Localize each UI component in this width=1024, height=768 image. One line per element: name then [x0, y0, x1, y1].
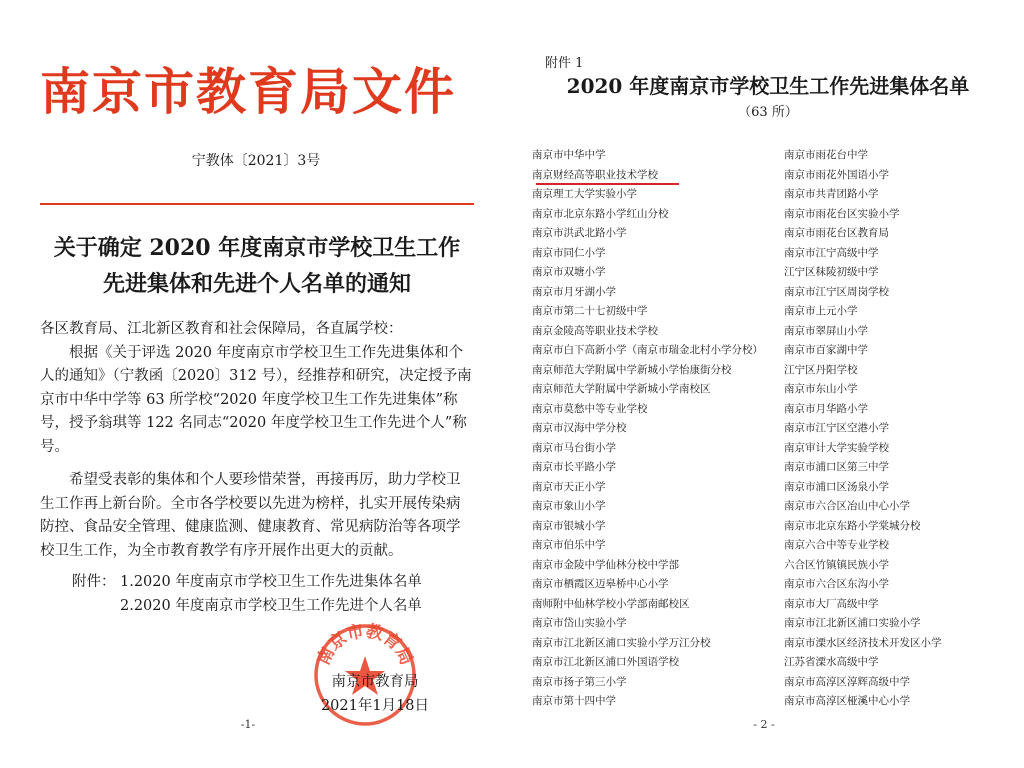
- school-list-item: 南京市同仁小学: [532, 246, 606, 259]
- school-count: （63 所）: [738, 105, 798, 120]
- school-list-item: 南京六合中等专业学校: [784, 539, 889, 551]
- attachment-list: [72, 570, 492, 618]
- school-list-item: 南京市第二十七初级中学: [532, 305, 648, 317]
- body-paragraph-2: 希望受表彰的集体和个人要珍惜荣誉，再接再厉，助力学校卫生工作再上新台阶。全市各学校要以先进为榜样，扎实开展传染病防控、食品安全管理、健康监测、健康教育、常见病防治等各项学校卫生工作，为全市教育教学有序开展作出更大的贡献。: [40, 472, 461, 559]
- school-list-right-column: [784, 146, 1024, 712]
- school-list-item: 六合区竹镇镇民族小学: [784, 558, 889, 571]
- signing-date: 2021年1月18日: [320, 698, 430, 714]
- notice-body: [40, 318, 474, 563]
- school-list-item: 南京财经高等职业技术学校: [532, 168, 658, 181]
- attachment-item-2: 2.2020 年度南京市学校卫生工作先进个人名单: [120, 598, 422, 614]
- school-list-item: 南京市伯乐中学: [532, 539, 606, 551]
- school-list-item: 南京市高淳区淳辉高级中学: [784, 675, 910, 688]
- school-list-item: 南京市浦口区汤泉小学: [784, 480, 889, 493]
- school-list-item: 南京市翠屏山小学: [784, 324, 868, 337]
- school-list-item: 南京市月华路小学: [784, 402, 868, 415]
- school-list-item: 南京市江宁高级中学: [784, 246, 879, 259]
- school-list-item: 南京市双塘小学: [532, 266, 606, 278]
- school-list-item: 南京市莫愁中等专业学校: [532, 402, 648, 415]
- school-list-item: 南京市白下高新小学（南京市瑞金北村小学分校）: [532, 344, 763, 356]
- school-list-item: 南师附中仙林学校小学部南邮校区: [532, 597, 690, 610]
- school-list-item: 南京市浦口区第三中学: [784, 461, 889, 473]
- school-list-item: 南京市汉海中学分校: [532, 422, 627, 434]
- right-document-page: [512, 0, 1024, 768]
- school-list-item: 南京师范大学附属中学新城小学南校区: [532, 383, 711, 395]
- school-list-item: 南京市江北新区浦口外国语学校: [532, 656, 679, 668]
- school-list-item: 南京市月牙湖小学: [532, 285, 616, 298]
- school-list-item: 南京市长平路小学: [532, 461, 616, 473]
- list-title: 2020 年度南京市学校卫生工作先进集体名单: [566, 74, 970, 98]
- school-list-item: 南京市江宁区空港小学: [784, 422, 889, 434]
- school-list-item: 南京市中华中学: [532, 149, 606, 161]
- page-number: - 2 -: [753, 718, 775, 731]
- red-divider-line: [40, 203, 474, 205]
- school-list-item: 南京金陵高等职业技术学校: [532, 324, 658, 337]
- seal-text: 南京市教育局: [313, 622, 417, 669]
- school-list-item: 南京市江北新区浦口实验小学: [784, 617, 921, 629]
- school-list-item: 南京市雨花台区实验小学: [784, 207, 900, 220]
- school-list-item: 南京市马台街小学: [532, 441, 616, 454]
- signer-name: 南京市教育局: [331, 674, 419, 690]
- school-list-item: 江宁区秣陵初级中学: [784, 266, 879, 278]
- school-list-item: 南京师范大学附属中学新城小学怡康街分校: [532, 363, 732, 376]
- notice-title-line-2: 先进集体和先进个人名单的通知: [102, 271, 411, 297]
- school-list-left-column: [532, 146, 772, 712]
- school-list-item: 南京市上元小学: [784, 305, 858, 317]
- school-list-item: 南京市扬子第三小学: [532, 675, 627, 688]
- attachment-number-label: 附件 1: [545, 56, 584, 71]
- school-list-item: 南京市大厂高级中学: [784, 597, 879, 610]
- school-list-item: 南京市栖霞区迈皋桥中心小学: [532, 578, 669, 590]
- school-list-item: 南京市六合区冶山中心小学: [784, 500, 910, 512]
- school-list-item: 南京市共青团路小学: [784, 188, 879, 200]
- body-paragraph-1: 根据《关于评选 2020 年度南京市学校卫生工作先进集体和个人的通知》（宁教函〔2020〕312 号），经推荐和研究，决定授予南京市中华中学等 63 所学校“2020 年度学校卫生工作先进集体”称号，授予翁琪等 122 名同志“2020 年度学校卫生工作先进个人”称号。: [40, 344, 472, 455]
- signature-block: [300, 670, 450, 718]
- school-list-item: 南京市第十四中学: [532, 695, 616, 707]
- school-list-item: 南京市洪武北路小学: [532, 227, 627, 239]
- document-header: 南京市教育局文件: [40, 62, 456, 121]
- school-list-item: 南京市银城小学: [532, 519, 606, 532]
- attachment-item-1: 1.2020 年度南京市学校卫生工作先进集体名单: [120, 574, 422, 590]
- document-number: 宁教体〔2021〕3号: [191, 153, 321, 169]
- school-list-item: 南京市天正小学: [532, 480, 606, 493]
- school-list-item: 南京市江宁区周岗学校: [784, 285, 889, 298]
- school-list-item: 南京市溧水区经济技术开发区小学: [784, 636, 942, 649]
- notice-title-line-1: 关于确定 2020 年度南京市学校卫生工作: [53, 235, 461, 261]
- salutation: 各区教育局、江北新区教育和社会保障局，各直属学校：: [40, 321, 403, 337]
- school-list-item: 南京市雨花台中学: [784, 149, 868, 161]
- school-list-item: 南京市岱山实验小学: [532, 617, 627, 629]
- school-list-item: 南京审计大学实验学校: [784, 441, 889, 454]
- school-list-item: 江苏省溧水高级中学: [784, 656, 879, 668]
- school-list-item: 南京市北京东路小学棠城分校: [784, 519, 921, 532]
- school-list-item: 南京市六合区东沟小学: [784, 578, 889, 590]
- school-list-item: 南京市象山小学: [532, 500, 606, 512]
- highlight-underline: [536, 183, 679, 185]
- page-number: -1-: [240, 718, 256, 731]
- school-list-item: 江宁区丹阳学校: [784, 363, 858, 376]
- school-list-item: 南京市雨花外国语小学: [784, 168, 889, 181]
- school-list-item: 南京市金陵中学仙林分校中学部: [532, 558, 679, 571]
- notice-title: [40, 230, 474, 302]
- school-list-item: 南京市雨花台区教育局: [784, 227, 889, 239]
- school-list-item: 南京市东山小学: [784, 383, 858, 395]
- school-list-item: 南京市高淳区桠溪中心小学: [784, 695, 910, 707]
- school-list-item: 南京市北京东路小学红山分校: [532, 207, 669, 220]
- school-list-item: 南京理工大学实验小学: [532, 188, 637, 200]
- attachment-label: 附件：: [72, 574, 116, 590]
- school-list-item: 南京市江北新区浦口实验小学万江分校: [532, 636, 711, 649]
- school-list-item: 南京市百家湖中学: [784, 344, 868, 356]
